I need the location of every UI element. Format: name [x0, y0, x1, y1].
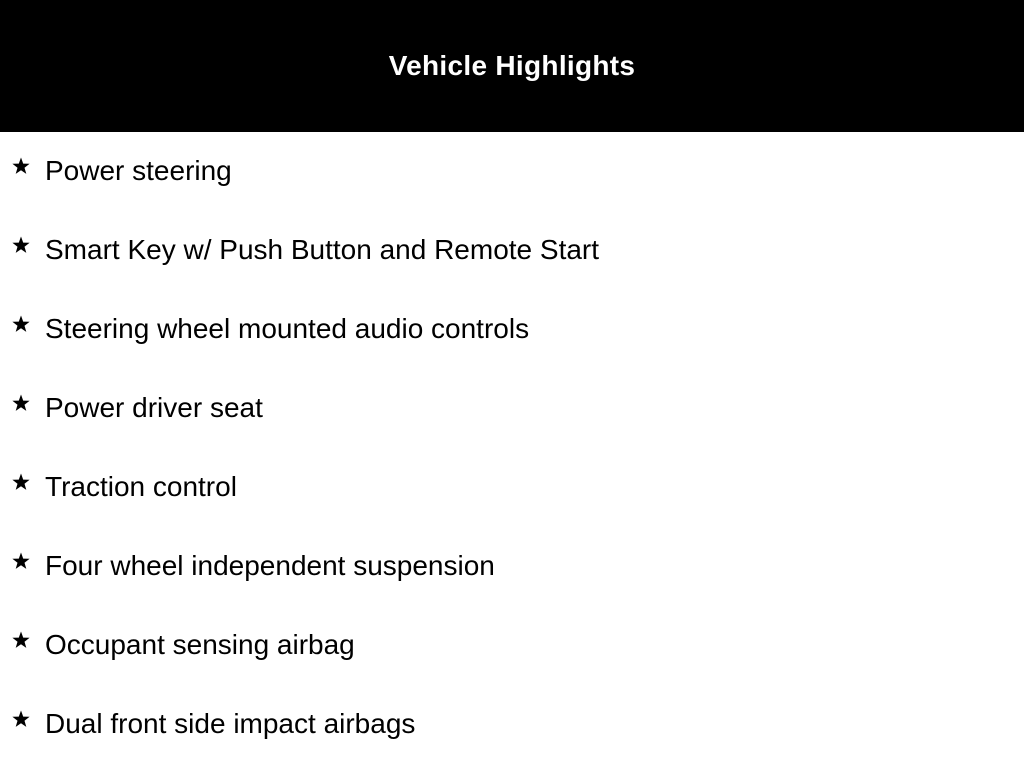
list-item	[0, 685, 1024, 764]
list-item	[0, 211, 1024, 290]
highlights-list	[0, 132, 1024, 764]
list-item	[0, 369, 1024, 448]
list-item	[0, 290, 1024, 369]
list-item-label: Traction control	[45, 471, 237, 502]
star-icon	[11, 235, 31, 255]
list-item	[0, 132, 1024, 211]
star-icon	[11, 472, 31, 492]
list-item	[0, 527, 1024, 606]
list-item-label: Smart Key w/ Push Button and Remote Start	[45, 234, 600, 265]
list-item	[0, 606, 1024, 685]
list-item-label: Steering wheel mounted audio controls	[45, 313, 530, 344]
header-bar	[0, 0, 1024, 132]
star-icon	[11, 551, 31, 571]
list-item-label: Power steering	[45, 155, 232, 186]
star-icon	[11, 630, 31, 650]
star-icon	[11, 393, 31, 413]
star-icon	[11, 314, 31, 334]
list-item	[0, 448, 1024, 527]
list-item-label: Dual front side impact airbags	[45, 708, 416, 739]
list-item-label: Occupant sensing airbag	[45, 629, 355, 660]
page-title: Vehicle Highlights	[388, 49, 636, 81]
list-item-label: Four wheel independent suspension	[45, 550, 495, 581]
list-item-label: Power driver seat	[45, 392, 263, 423]
star-icon	[11, 156, 31, 176]
star-icon	[11, 709, 31, 729]
